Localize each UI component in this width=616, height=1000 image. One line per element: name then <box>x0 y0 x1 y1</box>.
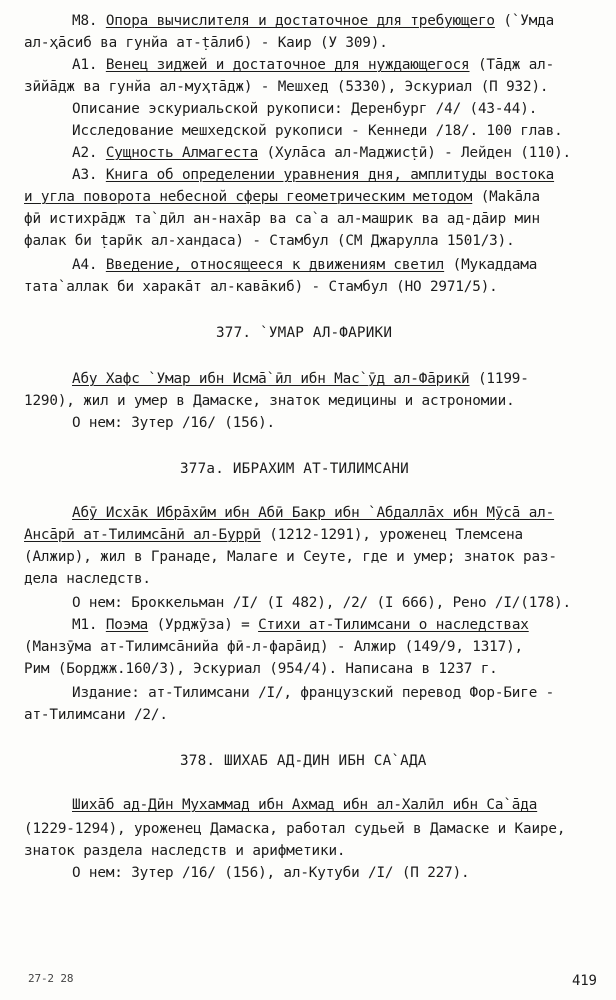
text-line <box>24 820 565 838</box>
text-segment: 1290), жил и умер в Дамаске, знаток медицины и астрономии. <box>24 393 515 409</box>
text-segment: О нем: Зутер /16/ (156), ал-Кутуби /I/ (П 227). <box>72 865 470 881</box>
underlined-title: Введение, относящееся к движениям светил <box>105 257 445 273</box>
underlined-title: Абу Хафс `Умар ибн Исмā`ӣл ибн Мас`ӯд ал-Фāрикӣ <box>72 371 470 387</box>
text-line <box>24 570 151 588</box>
text-segment: 377. `УМАР АЛ-ФАРИКИ <box>216 325 393 341</box>
text-segment: А2. <box>72 145 106 161</box>
text-line <box>72 796 537 814</box>
text-segment: фалак би ṭарӣк ал-хандаса) - Стамбул (СМ Джарулла 1501/3). <box>24 233 515 249</box>
text-line <box>72 684 554 702</box>
underlined-title: Шихāб ад-Дӣн Мухаммад ибн Ахмад ибн ал-Халӣл ибн Са`āда <box>72 797 538 813</box>
text-line <box>72 100 537 118</box>
text-segment: 378. ШИХАБ АД-ДИН ИБН СА`АДА <box>180 753 427 769</box>
text-line <box>24 210 540 228</box>
underlined-title: Абӯ Исхāк Ибрāхӣм ибн Абӣ Бакр ибн `Абдаллāх ибн Мӯсā ал- <box>72 505 555 521</box>
text-segment: О нем: Броккельман /I/ (I 482), /2/ (I 666), Рено /I/(178). <box>72 595 571 611</box>
text-segment: (1212-1291), уроженец Тлемсена <box>260 527 523 543</box>
text-segment: зӣйāдж ва гунйа ал-муҳтāдж) - Мешхед (5330), Эскуриал (П 932). <box>24 79 549 95</box>
text-line <box>24 638 523 656</box>
text-segment: А3. <box>72 167 106 183</box>
text-segment: (Мукаддама <box>444 257 538 273</box>
underlined-title: Сущность Алмагеста <box>105 145 259 161</box>
text-segment: Рим (Борджж.160/3), Эскуриал (954/4). Написана в 1237 г. <box>24 661 498 677</box>
underlined-title: Венец зиджей и достаточное для нуждающегося <box>105 57 470 73</box>
text-segment: Издание: ат-Тилимсани /I/, французский перевод Фор-Биге - <box>72 685 555 701</box>
text-segment: ат-Тилимсани /2/. <box>24 707 168 723</box>
section-heading <box>216 324 392 342</box>
text-line <box>24 526 523 544</box>
text-segment: О нем: Зутер /16/ (156). <box>72 415 275 431</box>
underlined-title: и угла поворота небесной сферы геометрическим методом <box>24 189 473 205</box>
text-line <box>72 144 571 162</box>
text-line <box>72 616 529 634</box>
text-segment: (Урджӯза) = <box>148 617 259 633</box>
text-line <box>24 278 498 296</box>
text-line <box>72 256 537 274</box>
text-line <box>72 166 554 184</box>
section-heading <box>180 752 427 770</box>
underlined-title: Опора вычислителя и достаточное для требующего <box>105 13 495 29</box>
text-segment: А1. <box>72 57 106 73</box>
text-line <box>72 504 554 522</box>
text-line <box>24 706 168 724</box>
text-line <box>24 660 498 678</box>
text-line <box>24 392 515 410</box>
text-line <box>24 232 515 250</box>
text-segment: (Маkāла <box>472 189 540 205</box>
text-segment: (Тāдж ал- <box>469 57 555 73</box>
text-segment: (1199- <box>469 371 529 387</box>
text-line <box>24 842 345 860</box>
text-segment: (Алжир), жил в Гранаде, Малаге и Сеуте, где и умер; знаток раз- <box>24 549 557 565</box>
underlined-title: Книга об определении уравнения дня, амплитуды востока <box>105 167 555 183</box>
text-segment: А4. <box>72 257 106 273</box>
text-segment: (Хулāса ал-Маджисṭӣ) - Лейден (110). <box>258 145 572 161</box>
text-line <box>24 34 388 52</box>
underlined-title: Стихи ат-Тилимсани о наследствах <box>258 617 529 633</box>
text-line <box>24 78 548 96</box>
text-segment: Описание эскуриальской рукописи: Деренбург /4/ (43-44). <box>72 101 538 117</box>
text-line <box>72 594 571 612</box>
text-line <box>72 414 275 432</box>
text-segment: (Манзӯма ат-Тилимсāнийа фӣ-л-фарāид) - Алжир (149/9, 1317), <box>24 639 523 655</box>
text-segment: фӣ истихрāдж та`дӣл ан-нахāр ва са`а ал-машрик ва ад-дāир мин <box>24 211 540 227</box>
text-segment: М8. <box>72 13 106 29</box>
text-line <box>72 864 470 882</box>
text-segment: Исследование мешхедской рукописи - Кеннеди /18/. 100 глав. <box>72 123 563 139</box>
text-segment: 377а. ИБРАХИМ АТ-ТИЛИМСАНИ <box>180 461 409 477</box>
underlined-title: Ансāрӣ ат-Тилимсāнӣ ал-Буррӣ <box>24 527 261 543</box>
text-line <box>72 12 554 30</box>
text-line <box>24 548 557 566</box>
footer-code: 27-2 28 <box>28 972 74 985</box>
text-line <box>24 188 540 206</box>
text-segment: знаток раздела наследств и арифметики. <box>24 843 346 859</box>
text-line <box>72 122 563 140</box>
page-number: 419 <box>572 973 597 989</box>
text-line <box>72 370 529 388</box>
text-segment: дела наследств. <box>24 571 151 587</box>
text-segment: (`Умда <box>494 13 555 29</box>
section-heading <box>180 460 409 478</box>
text-line <box>72 56 554 74</box>
text-segment: тата`аллак би харакāт ал-кавāкиб) - Стамбул (НО 2971/5). <box>24 279 498 295</box>
text-segment: ал-ҳāсиб ва гунйа ат-ṭāлиб) - Каир (У 309). <box>24 35 388 51</box>
text-segment: М1. <box>72 617 106 633</box>
underlined-title: Поэма <box>105 617 149 633</box>
text-segment: (1229-1294), уроженец Дамаска, работал судьей в Дамаске и Каире, <box>24 821 566 837</box>
